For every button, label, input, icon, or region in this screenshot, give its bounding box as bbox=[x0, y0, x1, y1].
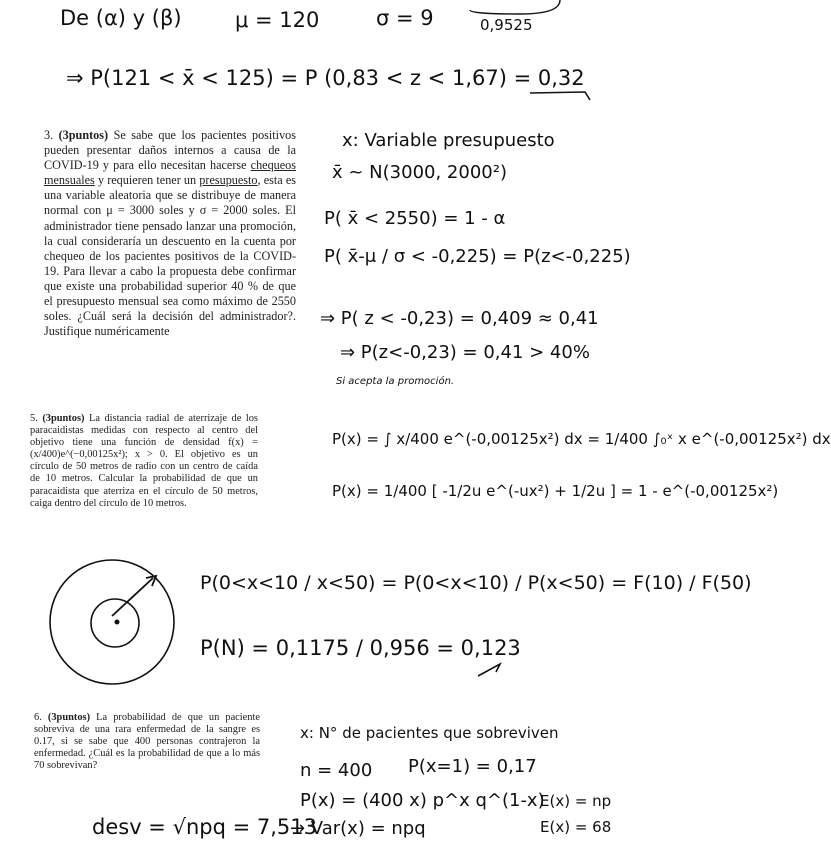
hw-top-sigma: σ = 9 bbox=[376, 6, 434, 30]
q3-text-c: , esta es una variable aleatoria que se distribuye de manera normal con μ = 3000 soles y σ = 2000 soles. El administrador tiene pensado lanzar una promoción, la cual consideraría un descuento en la cuenta por chequeo de los pacientes positivos de la COVID-19. Para llevar a cabo la propuesta debe confirmar que existe una probabilidad superior 40 % de que el presupuesto mensual sea como máximo de 2550 soles. ¿Cuál será la decisión del administrador?. Justifique numéricamente bbox=[44, 173, 297, 339]
hw-top-prob: 0,9525 bbox=[480, 16, 533, 34]
hw-top-mu: μ = 120 bbox=[235, 8, 320, 32]
hw-q6-expect: E(x) = np bbox=[540, 792, 612, 810]
top-result-underline bbox=[530, 92, 590, 100]
q3-points: (3puntos) bbox=[58, 128, 109, 142]
answer-mark bbox=[478, 664, 500, 676]
hw-top-given: De (α) y (β) bbox=[60, 6, 182, 30]
hw-q6-expect-value: E(x) = 68 bbox=[540, 818, 612, 836]
hw-q5-line2: P(x) = 1/400 [ -1/2u e^(-ux²) + 1/2u ] = 1 - e^(-0,00125x²) bbox=[332, 482, 779, 500]
q5-text: La distancia radial de aterrizaje de los paracaidistas medidas con respecto al centro del objetivo tiene una función de densidad f(x) = (x/400)e^(−0,00125x²); x > 0. El objetivo es un círculo de 50 metros de radio con un centro de caída de 10 metros. Calcular la probabilidad de que un paracaidista que aterriza en el círculo de 50 metros, caiga dentro del círculo de 10 metros. bbox=[30, 413, 258, 509]
q3-underlined-chequeos: chequeos mensuales bbox=[44, 158, 297, 188]
q6-points: (3puntos) bbox=[47, 712, 91, 723]
hw-q6-line1: x: N° de pacientes que sobreviven bbox=[300, 724, 559, 742]
hw-q6-n: n = 400 bbox=[300, 760, 373, 781]
q6-text: La probabilidad de que un paciente sobreviva de una rara enfermedad de la sangre es 0.17, si se sabe que 400 personas contrajeron la enfermedad. ¿Cuál es la probabilidad de que a lo más 70 sobrevivan? bbox=[34, 712, 260, 772]
q5-points: (3puntos) bbox=[42, 413, 85, 424]
hw-q3-line2: x̄ ~ N(3000, 2000²) bbox=[332, 162, 507, 183]
q3-text-b: y requieren tener un bbox=[97, 173, 197, 188]
hw-q3-line3: P( x̄ < 2550) = 1 - α bbox=[324, 208, 506, 229]
hw-q5-line3: P(0<x<10 / x<50) = P(0<x<10) / P(x<50) = F(10) / F(50) bbox=[200, 572, 752, 594]
hw-q3-conclusion: Si acepta la promoción. bbox=[336, 376, 455, 387]
hw-q5-line4: P(N) = 0,1175 / 0,956 = 0,123 bbox=[200, 636, 521, 660]
top-brace bbox=[470, 0, 560, 14]
hw-q6-desv: desv = √npq = 7,513 bbox=[92, 815, 317, 839]
hw-q6-p: P(x=1) = 0,17 bbox=[408, 756, 537, 777]
hw-q3-line1: x: Variable presupuesto bbox=[342, 130, 555, 151]
hw-q6-var: → Var(x) = npq bbox=[290, 818, 426, 839]
hw-q3-line6: ⇒ P(z<-0,23) = 0,41 > 40% bbox=[340, 342, 590, 363]
hw-q5-line1: P(x) = ∫ x/400 e^(-0,00125x²) dx = 1/400 ∫₀ˣ x e^(-0,00125x²) dx bbox=[332, 430, 831, 448]
radius-arrow bbox=[112, 578, 153, 616]
center-dot bbox=[115, 620, 120, 625]
question-6 bbox=[34, 712, 260, 772]
hw-q3-line4: P( x̄-μ / σ < -0,225) = P(z<-0,225) bbox=[324, 246, 631, 267]
hw-top-result-line: ⇒ P(121 < x̄ < 125) = P (0,83 < z < 1,67) = 0,32 bbox=[66, 66, 585, 90]
q3-number: 3. bbox=[44, 128, 54, 142]
q6-number: 6. bbox=[34, 712, 42, 723]
q5-number: 5. bbox=[30, 413, 38, 424]
q3-text-a: Se sabe que los pacientes positivos pueden presentar daños internos a causa de la COVID-19 y para ello necesitan hacerse bbox=[44, 128, 296, 173]
q3-underlined-presupuesto: presupuesto bbox=[199, 173, 258, 188]
hw-q6-binom: P(x) = (400 x) p^x q^(1-x) bbox=[300, 790, 545, 811]
hw-q3-line5: ⇒ P( z < -0,23) = 0,409 ≈ 0,41 bbox=[320, 308, 599, 329]
